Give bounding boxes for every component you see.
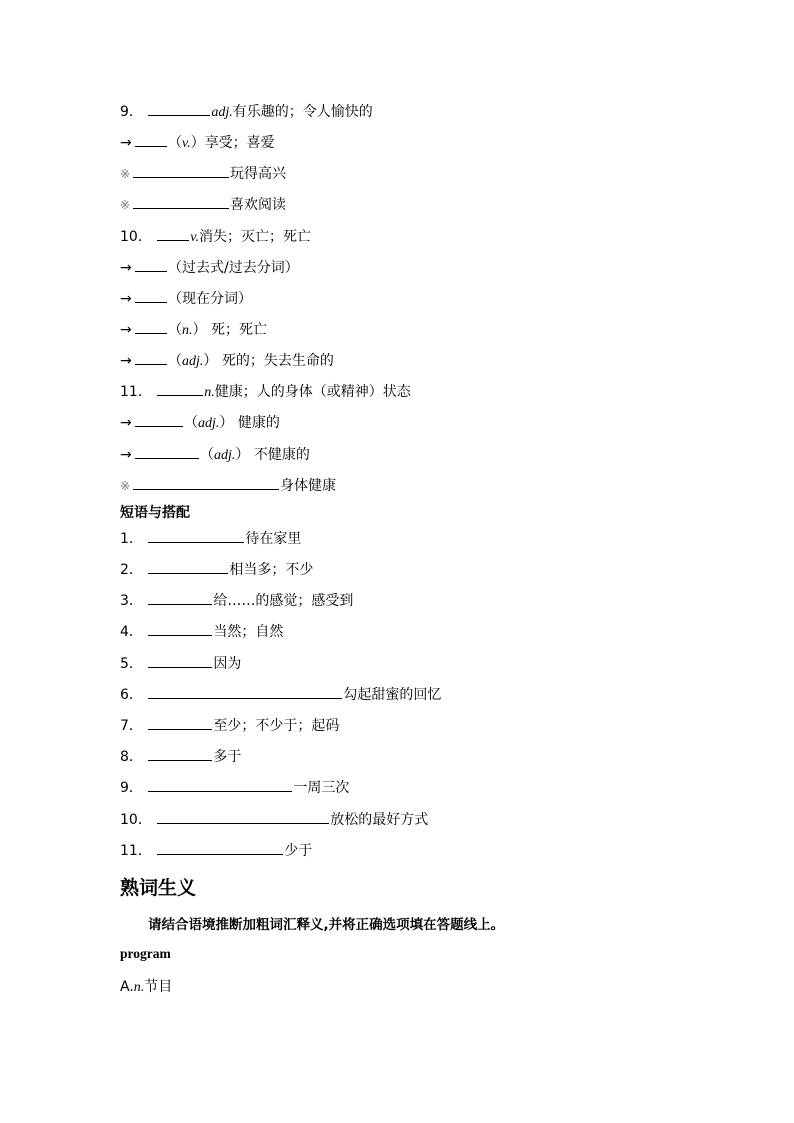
answer-blank[interactable] (133, 474, 279, 490)
item-number: 9． (120, 104, 143, 120)
answer-blank[interactable] (133, 162, 229, 178)
part-of-speech: adj. (211, 105, 233, 120)
meaning: 死；死亡 (210, 322, 267, 338)
paren-open: （ (200, 447, 214, 463)
answer-blank[interactable] (157, 808, 329, 824)
item-number: 2． (120, 562, 143, 578)
reference-mark-icon: ※ (120, 198, 131, 212)
answer-blank[interactable] (148, 100, 210, 116)
meaning: 健康；人的身体（或精神）状态 (214, 384, 411, 400)
arrow-icon: → (120, 353, 132, 369)
phrase-line (120, 474, 336, 496)
meaning: 一周三次 (293, 780, 350, 796)
answer-blank[interactable] (148, 714, 212, 730)
answer-blank[interactable] (135, 411, 183, 427)
item-number: 8． (120, 749, 143, 765)
item-number: 5． (120, 656, 143, 672)
meaning: 死的；失去生命的 (221, 353, 334, 369)
derived-line (120, 349, 334, 371)
arrow-icon: → (120, 322, 132, 338)
item-number: 11． (120, 843, 152, 859)
phrase-item (120, 839, 312, 861)
part-of-speech: n. (182, 323, 193, 338)
meaning: 相当多；不少 (229, 562, 314, 578)
part-of-speech: v. (190, 230, 199, 245)
phrase-line (120, 193, 286, 215)
meaning: 有乐趣的；令人愉快的 (232, 104, 373, 120)
meaning: 身体健康 (280, 478, 336, 494)
phrase-item (120, 808, 428, 830)
item-number: 4． (120, 624, 143, 640)
paren-close: ） (192, 322, 207, 338)
part-of-speech: v. (182, 136, 191, 151)
answer-blank[interactable] (135, 443, 199, 459)
vocab-item-11 (120, 380, 411, 402)
derived-line (120, 443, 310, 465)
paren-close: ） (190, 135, 205, 151)
option-a (120, 976, 172, 996)
meaning: 不健康的 (253, 447, 310, 463)
meaning: 当然；自然 (213, 624, 284, 640)
section-title-familiar: 熟词生义 (120, 877, 197, 899)
answer-blank[interactable] (148, 652, 212, 668)
reference-mark-icon: ※ (120, 479, 131, 493)
meaning: （过去式/过去分词） (168, 260, 299, 276)
meaning: 至少；不少于；起码 (213, 718, 340, 734)
paren-open: （ (168, 322, 182, 338)
option-letter: A. (120, 979, 134, 995)
meaning: 节目 (144, 979, 173, 995)
answer-blank[interactable] (148, 683, 342, 699)
item-number: 10． (120, 812, 152, 828)
item-number: 9． (120, 780, 143, 796)
paren-open: （ (168, 135, 182, 151)
meaning: 勾起甜蜜的回忆 (343, 687, 442, 703)
meaning: 喜欢阅读 (230, 197, 286, 213)
phrase-item (120, 652, 241, 674)
meaning: 消失；灭亡；死亡 (198, 229, 311, 245)
answer-blank[interactable] (157, 380, 203, 396)
part-of-speech: adj. (198, 416, 220, 431)
part-of-speech: adj. (182, 354, 204, 369)
arrow-icon: → (120, 135, 132, 151)
item-number: 10． (120, 229, 152, 245)
phrase-item (120, 714, 339, 736)
meaning: 放松的最好方式 (330, 812, 429, 828)
item-number: 3． (120, 593, 143, 609)
meaning: 玩得高兴 (230, 166, 286, 182)
answer-blank[interactable] (148, 745, 212, 761)
part-of-speech: n. (133, 980, 145, 995)
answer-blank[interactable] (148, 776, 292, 792)
meaning: 健康的 (237, 415, 280, 431)
target-word: program (120, 946, 171, 961)
phrase-item (120, 527, 301, 549)
phrase-item (120, 589, 353, 611)
answer-blank[interactable] (135, 287, 167, 303)
phrase-item (120, 620, 283, 642)
paren-close: ） (203, 353, 218, 369)
meaning: 享受；喜爱 (204, 135, 275, 151)
meaning: 因为 (213, 656, 242, 672)
answer-blank[interactable] (148, 527, 244, 543)
answer-blank[interactable] (148, 589, 212, 605)
phrase-item (120, 776, 349, 798)
phrase-item (120, 558, 313, 580)
arrow-icon: → (120, 260, 132, 276)
reference-mark-icon: ※ (120, 167, 131, 181)
answer-blank[interactable] (133, 193, 229, 209)
phrase-item (120, 683, 441, 705)
item-number: 7． (120, 718, 143, 734)
answer-blank[interactable] (135, 256, 167, 272)
paren-open: （ (168, 353, 182, 369)
item-number: 11． (120, 384, 152, 400)
part-of-speech: adj. (214, 448, 236, 463)
answer-blank[interactable] (157, 225, 189, 241)
part-of-speech: n. (204, 385, 215, 400)
answer-blank[interactable] (148, 620, 212, 636)
paren-close: ） (219, 415, 234, 431)
arrow-icon: → (120, 291, 132, 307)
item-number: 6． (120, 687, 143, 703)
meaning: 多于 (213, 749, 242, 765)
answer-blank[interactable] (135, 131, 167, 147)
derived-line (120, 411, 280, 433)
derived-line (120, 318, 267, 340)
arrow-icon: → (120, 415, 132, 431)
answer-blank[interactable] (148, 558, 228, 574)
phrase-item (120, 745, 241, 767)
derived-line (120, 256, 299, 278)
phrase-line (120, 162, 286, 184)
paren-close: ） (235, 447, 250, 463)
derived-line (120, 287, 252, 309)
vocab-item-9 (120, 100, 373, 122)
arrow-icon: → (120, 447, 132, 463)
instruction-text: 请结合语境推断加粗词汇释义,并将正确选项填在答题线上。 (148, 917, 505, 933)
answer-blank[interactable] (135, 318, 167, 334)
meaning: 少于 (284, 843, 313, 859)
derived-line (120, 131, 275, 153)
answer-blank[interactable] (135, 349, 167, 365)
item-number: 1． (120, 531, 143, 547)
meaning: 给……的感觉；感受到 (213, 593, 354, 609)
paren-open: （ (184, 415, 198, 431)
meaning: 待在家里 (245, 531, 302, 547)
meaning: （现在分词） (168, 291, 252, 307)
vocab-item-10 (120, 225, 311, 247)
section-title-phrases: 短语与搭配 (120, 505, 190, 521)
answer-blank[interactable] (157, 839, 283, 855)
